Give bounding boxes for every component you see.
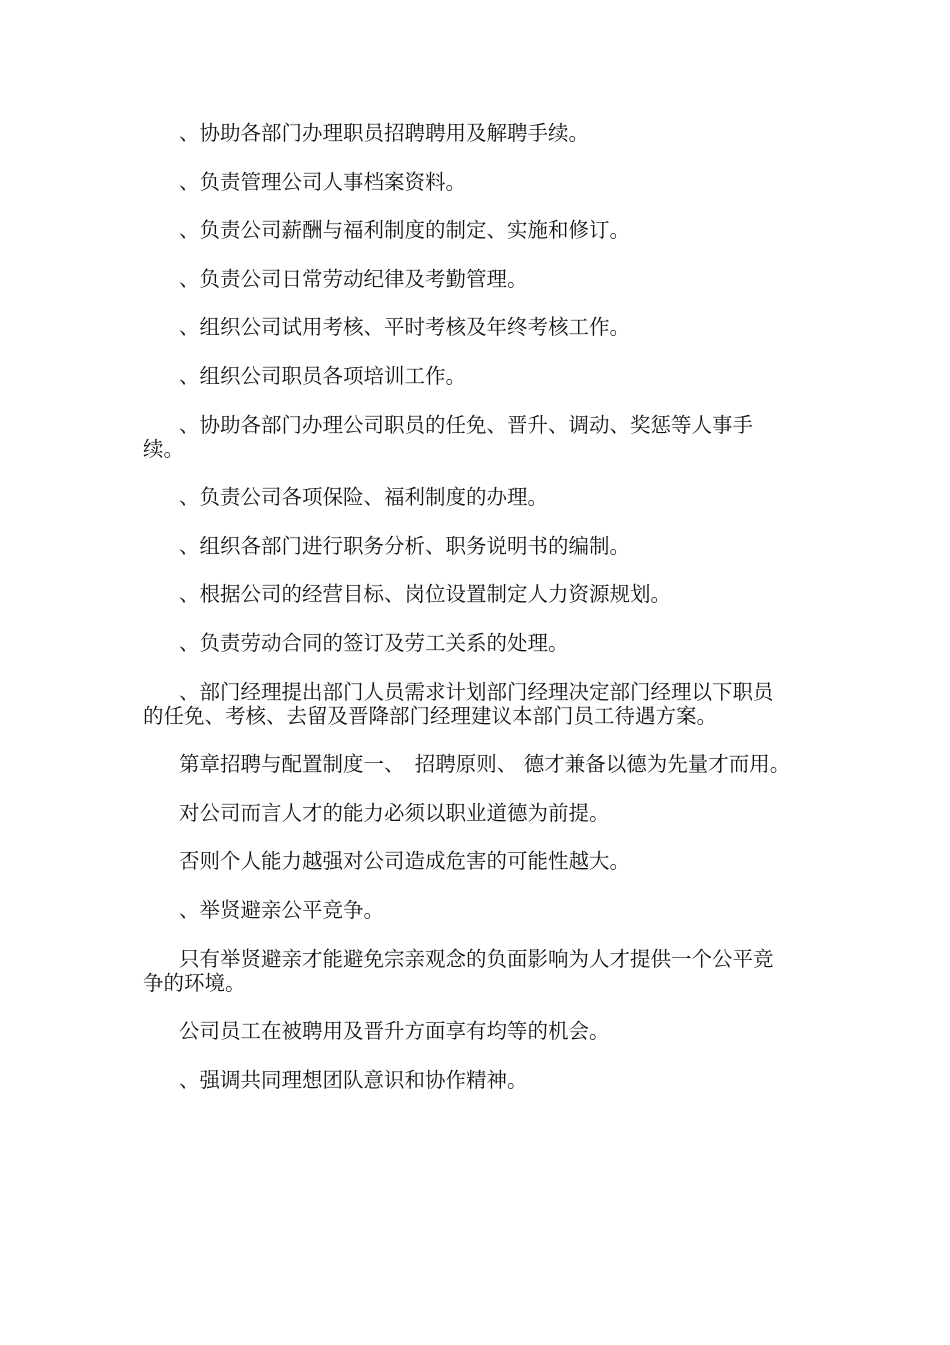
paragraph-17: 只有举贤避亲才能避免宗亲观念的负面影响为人才提供一个公平竞争的环境。	[143, 946, 774, 995]
paragraph-1: 、协助各部门办理职员招聘聘用及解聘手续。	[179, 121, 589, 145]
paragraph-2: 、负责管理公司人事档案资料。	[179, 169, 466, 194]
paragraph-19: 、强调共同理想团队意识和协作精神。	[179, 1067, 528, 1092]
paragraph-3: 、负责公司薪酬与福利制度的制定、实施和修订。	[179, 218, 630, 243]
paragraph-11: 、负责劳动合同的签订及劳工关系的处理。	[179, 630, 569, 655]
paragraph-4: 、负责公司日常劳动纪律及考勤管理。	[179, 266, 528, 291]
paragraph-18: 公司员工在被聘用及晋升方面享有均等的机会。	[179, 1019, 610, 1044]
paragraph-15: 否则个人能力越强对公司造成危害的可能性越大。	[179, 849, 630, 874]
paragraph-9: 、组织各部门进行职务分析、职务说明书的编制。	[179, 533, 630, 558]
paragraph-7: 、协助各部门办理公司职员的任免、晋升、调动、奖惩等人事手续。	[143, 412, 753, 461]
paragraph-14: 对公司而言人才的能力必须以职业道德为前提。	[179, 800, 610, 825]
paragraph-16: 、举贤避亲公平竞争。	[179, 897, 384, 922]
paragraph-13: 第章招聘与配置制度一、 招聘原则、 德才兼备以德为先量才而用。	[179, 752, 791, 777]
paragraph-10: 、根据公司的经营目标、岗位设置制定人力资源规划。	[179, 582, 671, 607]
document-body	[143, 121, 791, 1116]
paragraph-8: 、负责公司各项保险、福利制度的办理。	[179, 485, 548, 510]
paragraph-5: 、组织公司试用考核、平时考核及年终考核工作。	[179, 315, 630, 340]
paragraph-6: 、组织公司职员各项培训工作。	[179, 363, 466, 388]
paragraph-12: 、部门经理提出部门人员需求计划部门经理决定部门经理以下职员的任免、考核、去留及晋降部门经理建议本部门员工待遇方案。	[143, 679, 774, 728]
